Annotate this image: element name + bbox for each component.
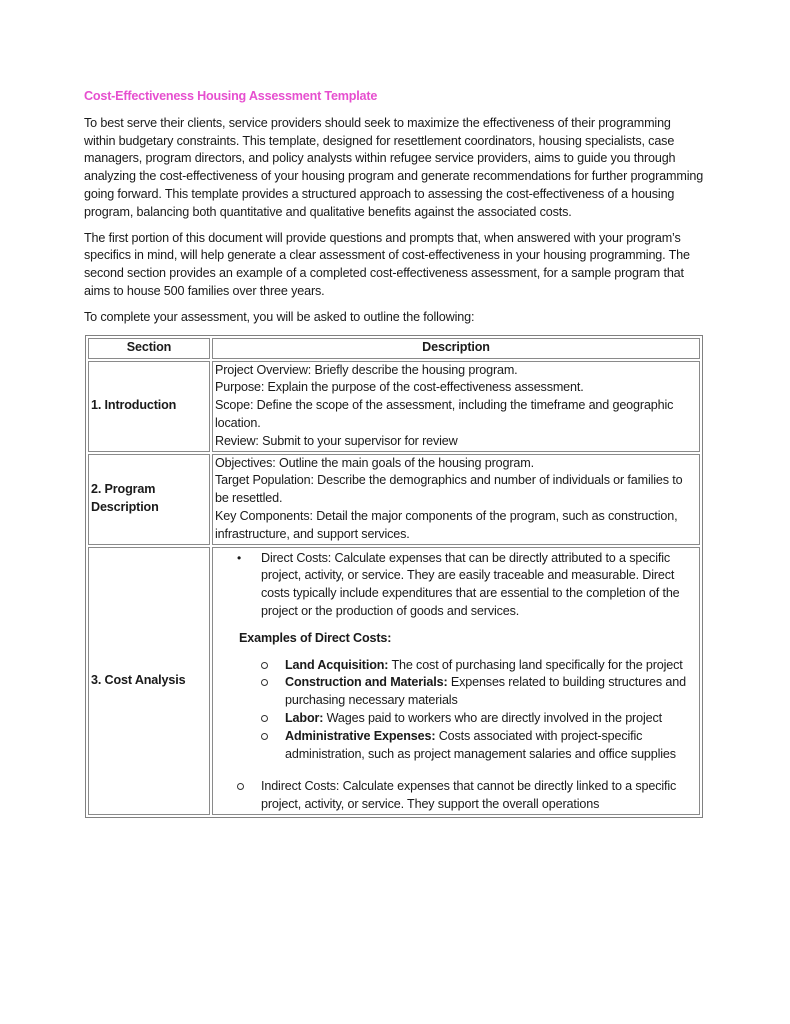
intro-paragraph: To best serve their clients, service providers should seek to maximize the effectiveness of their programming within budgetary constraints. This template, designed for resettlement coordinators, housing specialists, case managers, program directors, and policy analysts within refugee service providers, aims to guide you through analyzing the cost-effectiveness of your housing program and generate recommendations for further programming going forward. This template provides a structured approach to assessing the cost-effectiveness of a housing program, balancing both quantitative and qualitative benefits against the associated costs.: [84, 115, 704, 219]
section-program-description: 2. Program Description: [88, 454, 210, 545]
example-label: Labor:: [285, 710, 324, 725]
list-item: [261, 778, 697, 814]
examples-heading: Examples of Direct Costs:: [239, 630, 392, 645]
list-item: [237, 550, 697, 621]
example-label: Land Acquisition:: [285, 657, 389, 672]
example-label: Construction and Materials:: [285, 675, 448, 690]
header-description: Description: [212, 338, 700, 359]
outline-lead-paragraph: To complete your assessment, you will be asked to outline the following:: [84, 309, 475, 324]
description-cost-analysis: [212, 547, 700, 815]
document-title: Cost-Effectiveness Housing Assessment Template: [84, 89, 378, 103]
document-page: [84, 88, 704, 818]
example-text: The cost of purchasing land specifically for the project: [388, 657, 683, 672]
header-section: Section: [88, 338, 210, 359]
list-item: [285, 657, 697, 675]
example-text: Costs associated with project-specific administration, such as project management salaries and office supplies: [285, 728, 676, 761]
circle-bullet-icon: [261, 733, 268, 740]
desc-line: Review: Submit to your supervisor for review: [215, 433, 458, 448]
list-item: [285, 674, 697, 710]
table-header-row: [88, 338, 700, 359]
circle-bullet-icon: [261, 715, 268, 722]
direct-costs-list: [215, 550, 697, 621]
bullet-icon: •: [237, 550, 242, 565]
direct-cost-examples-list: [215, 657, 697, 764]
overview-paragraph: The first portion of this document will provide questions and prompts that, when answered with your program’s specifics in mind, will help generate a clear assessment of cost-effectiveness in your housing programming. The second section provides an example of a completed cost-effectiveness assessment, for a sample program that aims to house 500 families over three years.: [84, 230, 690, 298]
desc-line: Target Population: Describe the demographics and number of individuals or families to be resettled.: [215, 473, 683, 506]
table-row: [88, 454, 700, 545]
example-text: Expenses related to building structures and purchasing necessary materials: [285, 675, 686, 708]
direct-costs-text: Direct Costs: Calculate expenses that can be directly attributed to a specific project, activity, or service. They are easily traceable and measurable. Direct costs typically include expenditures that are essential to the completion of the project or the production of goods and services.: [261, 550, 680, 618]
table-row: [88, 361, 700, 452]
description-introduction: [212, 361, 700, 452]
desc-line: Purpose: Explain the purpose of the cost-effectiveness assessment.: [215, 380, 584, 395]
circle-bullet-icon: [237, 783, 244, 790]
section-introduction: 1. Introduction: [88, 361, 210, 452]
section-cost-analysis: 3. Cost Analysis: [88, 547, 210, 815]
desc-line: Scope: Define the scope of the assessment, including the timeframe and geographic location.: [215, 398, 674, 430]
desc-line: Objectives: Outline the main goals of the housing program.: [215, 455, 534, 470]
list-item: [285, 728, 697, 764]
indirect-costs-text: Indirect Costs: Calculate expenses that cannot be directly linked to a specific project, activity, or service. They support the overall operations: [261, 779, 677, 812]
assessment-outline-table: [85, 335, 703, 818]
description-program: [212, 454, 700, 545]
table-row: [88, 547, 700, 815]
circle-bullet-icon: [261, 679, 268, 686]
circle-bullet-icon: [261, 662, 268, 669]
list-item: [285, 710, 697, 728]
desc-line: Key Components: Detail the major components of the program, such as construction, infrastructure, and support services.: [215, 508, 678, 541]
desc-line: Project Overview: Briefly describe the housing program.: [215, 362, 518, 377]
indirect-costs-list: [215, 778, 697, 814]
example-text: Wages paid to workers who are directly involved in the project: [323, 710, 662, 725]
example-label: Administrative Expenses:: [285, 728, 436, 743]
